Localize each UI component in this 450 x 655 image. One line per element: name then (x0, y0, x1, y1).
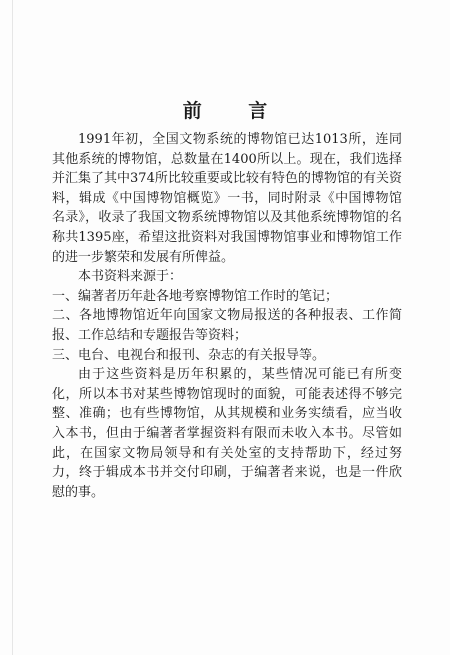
paragraph-intro: 1991年初，全国文物系统的博物馆已达1013所，连同其他系统的博物馆，总数量在1400所以上。现在，我们选择并汇集了其中374所比较重要或比较有特色的博物馆的有关资料，辑成《中国博物馆概览》一书，同时附录《中国博物馆名录》，收录了我国文物系统博物馆以及其他系统博物馆的名称共1395座，希望这批资料对我国博物馆事业和博物馆工作的进一步繁荣和发展有所俾益。 (52, 132, 402, 265)
paragraph-closing: 由于这些资料是历年积累的，某些情况可能已有所变化，所以本书对某些博物馆现时的面貌，可能表述得不够完整、准确；也有些博物馆，从其规模和业务实绩看，应当收入本书，但由于编著者掌握资料有限而未收入本书。尽管如此，在国家文物局领导和有关处室的支持帮助下，经过努力，终于辑成本书并交付印刷，于编著者来说，也是一件欣慰的事。 (52, 367, 402, 500)
paragraph-sources-heading: 本书资料来源于： (78, 269, 183, 285)
paragraph-source-1: 一、编著者历年赴各地考察博物馆工作时的笔记； (52, 288, 339, 304)
paragraph-source-2: 二、各地博物馆近年向国家文物局报送的各种报表、工作简报、工作总结和专题报告等资料； (52, 308, 402, 343)
page-title: 前 言 (182, 100, 288, 122)
paragraph-source-3: 三、电台、电视台和报刊、杂志的有关报导等。 (52, 347, 326, 363)
preface-body (52, 130, 402, 502)
